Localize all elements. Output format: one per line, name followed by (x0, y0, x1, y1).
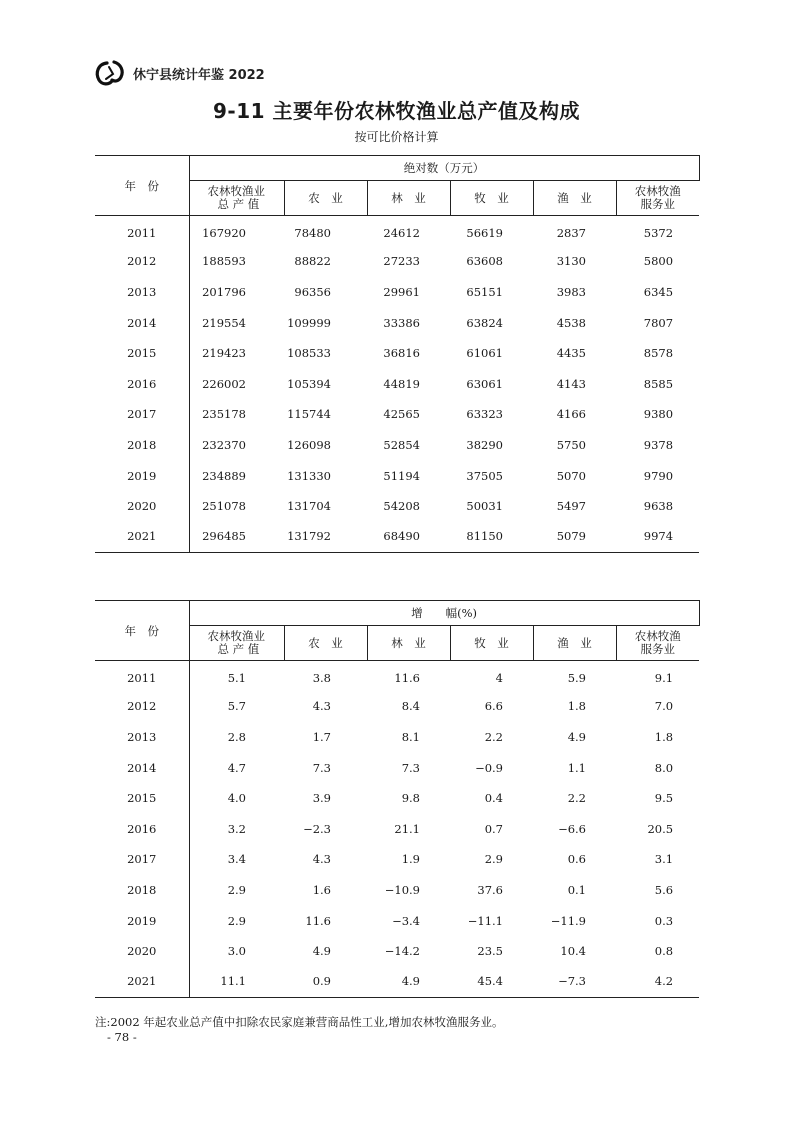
table-row (95, 783, 699, 814)
year-header: 年 份 (95, 156, 189, 216)
agriculture-cell: 4.3 (312, 699, 331, 714)
forestry-cell: 21.1 (394, 821, 420, 836)
agriculture-cell: −2.3 (303, 821, 331, 836)
forestry-cell: 8.1 (401, 729, 420, 744)
agriculture-cell: 4.9 (312, 944, 331, 959)
total-output-header: 农林牧渔业 总 产 值 (189, 626, 284, 661)
forestry-cell: 7.3 (401, 760, 420, 775)
table-row (95, 521, 699, 552)
animal-husbandry-header: 牧 业 (450, 181, 533, 216)
agriculture-cell: 131330 (287, 468, 331, 483)
fishery-cell: 2.2 (567, 791, 586, 806)
fishery-cell: 5070 (556, 468, 586, 483)
fishery-cell: 0.1 (567, 882, 586, 897)
agriculture-cell: 4.3 (312, 852, 331, 867)
total-output-cell: 2.9 (227, 882, 246, 897)
table-row (95, 430, 699, 461)
agriculture-cell: 105394 (287, 376, 331, 391)
table-row (95, 661, 699, 692)
total-output-cell: 226002 (202, 376, 246, 391)
total-output-cell: 4.0 (227, 791, 246, 806)
page-number: - 78 - (107, 1030, 137, 1044)
animal-husbandry-cell: 0.4 (484, 791, 503, 806)
fishery-cell: 0.6 (567, 852, 586, 867)
animal-husbandry-cell: 37505 (466, 468, 503, 483)
table-row (95, 368, 699, 399)
fishery-cell: −7.3 (533, 966, 616, 997)
year-cell: 2011 (95, 216, 189, 247)
table-row (95, 399, 699, 430)
table-row (95, 875, 699, 906)
fishery-cell: 10.4 (560, 944, 586, 959)
service-cell: 9.1 (654, 671, 674, 686)
table-row (95, 246, 699, 277)
year-header: 年 份 (95, 601, 189, 661)
forestry-cell: 1.9 (401, 852, 420, 867)
total-output-cell: 251078 (202, 499, 246, 514)
forestry-cell: 33386 (383, 315, 420, 330)
year-cell: 2020 (95, 936, 189, 967)
fishery-cell: 4.9 (567, 729, 586, 744)
total-output-cell: 3.0 (227, 944, 246, 959)
agriculture-cell: 7.3 (312, 760, 331, 775)
service-cell: 9974 (616, 521, 699, 552)
forestry-cell: 68490 (367, 521, 450, 552)
absolute-span-header: 绝对数（万元） (189, 156, 699, 181)
animal-husbandry-cell: 63323 (466, 407, 503, 422)
yearbook-title: 休宁县统计年鉴 2022 (133, 67, 265, 83)
agriculture-cell: 126098 (287, 437, 331, 452)
animal-husbandry-cell: 63824 (466, 315, 503, 330)
total-output-cell: 232370 (202, 437, 246, 452)
table-row (95, 277, 699, 308)
table-row (95, 491, 699, 522)
service-cell: 8578 (643, 346, 674, 361)
fishery-cell: 2837 (556, 226, 586, 241)
animal-husbandry-cell: 81150 (450, 521, 533, 552)
forestry-header: 林 业 (367, 626, 450, 661)
year-cell: 2012 (95, 246, 189, 277)
fishery-cell: 3983 (556, 284, 586, 299)
animal-husbandry-cell: 56619 (466, 226, 503, 241)
agriculture-cell: 88822 (294, 254, 331, 269)
year-cell: 2017 (95, 399, 189, 430)
year-cell: 2016 (95, 813, 189, 844)
year-cell: 2021 (95, 521, 189, 552)
service-cell: 0.3 (654, 913, 674, 928)
forestry-cell: 24612 (383, 226, 420, 241)
service-cell: 9378 (643, 437, 674, 452)
year-cell: 2018 (95, 430, 189, 461)
animal-husbandry-cell: 6.6 (484, 699, 503, 714)
total-output-cell: 2.8 (227, 729, 246, 744)
service-cell: 6345 (643, 284, 674, 299)
forestry-cell: −3.4 (392, 913, 420, 928)
year-cell: 2012 (95, 691, 189, 722)
agriculture-cell: 3.8 (312, 671, 331, 686)
fishery-cell: 4435 (556, 346, 586, 361)
fishery-cell: 1.8 (567, 699, 586, 714)
growth-span-header: 增 幅(%) (189, 601, 699, 626)
total-output-cell: 296485 (189, 521, 284, 552)
total-output-cell: 3.2 (227, 821, 246, 836)
animal-husbandry-cell: 38290 (466, 437, 503, 452)
table-row (95, 691, 699, 722)
year-cell: 2011 (95, 661, 189, 692)
table-row (95, 813, 699, 844)
total-output-cell: 235178 (202, 407, 246, 422)
year-cell: 2015 (95, 338, 189, 369)
agriculture-cell: 0.9 (284, 966, 367, 997)
forestry-cell: 11.6 (394, 671, 420, 686)
service-cell: 20.5 (647, 821, 674, 836)
total-output-cell: 5.1 (227, 671, 246, 686)
table-row (95, 936, 699, 967)
fishery-cell: 5497 (556, 499, 586, 514)
forestry-cell: 36816 (383, 346, 420, 361)
service-cell: 9638 (643, 499, 674, 514)
animal-husbandry-cell: 50031 (466, 499, 503, 514)
year-cell: 2020 (95, 491, 189, 522)
service-header: 农林牧渔 服务业 (616, 626, 699, 661)
fishery-cell: 3130 (556, 254, 586, 269)
page-title: 9-11 主要年份农林牧渔业总产值及构成 (212, 99, 580, 123)
service-cell: 1.8 (654, 729, 674, 744)
service-cell: 7.0 (654, 699, 674, 714)
animal-husbandry-cell: 23.5 (477, 944, 503, 959)
table-row (95, 966, 699, 997)
year-cell: 2014 (95, 752, 189, 783)
forestry-cell: 8.4 (401, 699, 420, 714)
page-subtitle: 按可比价格计算 (354, 130, 439, 144)
forestry-header: 林 业 (367, 181, 450, 216)
total-output-cell: 4.7 (227, 760, 246, 775)
forestry-cell: 51194 (383, 468, 420, 483)
agriculture-header: 农 业 (284, 181, 367, 216)
animal-husbandry-cell: 4 (495, 671, 503, 686)
forestry-cell: 44819 (383, 376, 420, 391)
fishery-header: 渔 业 (533, 626, 616, 661)
service-cell: 8585 (643, 376, 674, 391)
forestry-cell: 4.9 (367, 966, 450, 997)
total-output-cell: 3.4 (227, 852, 246, 867)
fishery-cell: 4166 (556, 407, 586, 422)
total-output-cell: 219423 (202, 346, 246, 361)
year-cell: 2019 (95, 905, 189, 936)
agriculture-cell: 3.9 (312, 791, 331, 806)
service-cell: 7807 (643, 315, 674, 330)
year-cell: 2018 (95, 875, 189, 906)
table-row (95, 752, 699, 783)
animal-husbandry-cell: −11.1 (467, 913, 503, 928)
year-cell: 2017 (95, 844, 189, 875)
animal-husbandry-cell: 61061 (466, 346, 503, 361)
animal-husbandry-cell: 2.9 (484, 852, 503, 867)
service-header: 农林牧渔 服务业 (616, 181, 699, 216)
agriculture-header: 农 业 (284, 626, 367, 661)
absolute-value-table (95, 155, 700, 553)
forestry-cell: 52854 (383, 437, 420, 452)
footnote: 注:2002 年起农业总产值中扣除农民家庭兼营商品性工业,增加农林牧渔服务业。 (95, 1015, 504, 1029)
forestry-cell: 27233 (383, 254, 420, 269)
animal-husbandry-cell: 0.7 (484, 821, 503, 836)
animal-husbandry-cell: 63061 (466, 376, 503, 391)
animal-husbandry-header: 牧 业 (450, 626, 533, 661)
animal-husbandry-cell: 63608 (466, 254, 503, 269)
service-cell: 9790 (643, 468, 674, 483)
table-row (95, 905, 699, 936)
service-cell: 9.5 (654, 791, 674, 806)
forestry-cell: 29961 (383, 284, 420, 299)
year-cell: 2019 (95, 460, 189, 491)
agriculture-cell: 109999 (287, 315, 331, 330)
fishery-cell: 1.1 (567, 760, 586, 775)
animal-husbandry-cell: 65151 (466, 284, 503, 299)
fishery-cell: 5.9 (567, 671, 586, 686)
animal-husbandry-cell: 45.4 (450, 966, 533, 997)
forestry-cell: −10.9 (384, 882, 420, 897)
total-output-cell: 201796 (202, 284, 246, 299)
fishery-cell: 4538 (556, 315, 586, 330)
service-cell: 0.8 (654, 944, 674, 959)
service-cell: 3.1 (654, 852, 674, 867)
table-row (95, 338, 699, 369)
agriculture-cell: 96356 (294, 284, 331, 299)
service-cell: 5372 (643, 226, 674, 241)
page-header (93, 58, 265, 88)
service-cell: 9380 (643, 407, 674, 422)
agriculture-cell: 115744 (287, 407, 331, 422)
yearbook-logo-icon (93, 59, 127, 87)
service-cell: 5800 (643, 254, 674, 269)
fishery-cell: 4143 (556, 376, 586, 391)
fishery-cell: −11.9 (550, 913, 586, 928)
year-cell: 2013 (95, 722, 189, 753)
table-row (95, 460, 699, 491)
fishery-header: 渔 业 (533, 181, 616, 216)
fishery-cell: 5079 (533, 521, 616, 552)
total-output-cell: 234889 (202, 468, 246, 483)
agriculture-cell: 1.7 (312, 729, 331, 744)
agriculture-cell: 131792 (284, 521, 367, 552)
fishery-cell: −6.6 (558, 821, 586, 836)
forestry-cell: 42565 (383, 407, 420, 422)
service-cell: 4.2 (616, 966, 699, 997)
service-cell: 5.6 (654, 882, 674, 897)
total-output-header: 农林牧渔业 总 产 值 (189, 181, 284, 216)
animal-husbandry-cell: 2.2 (484, 729, 503, 744)
total-output-cell: 188593 (202, 254, 246, 269)
agriculture-cell: 131704 (287, 499, 331, 514)
total-output-cell: 167920 (202, 226, 246, 241)
agriculture-cell: 108533 (287, 346, 331, 361)
forestry-cell: 54208 (383, 499, 420, 514)
total-output-cell: 11.1 (189, 966, 284, 997)
total-output-cell: 219554 (202, 315, 246, 330)
forestry-cell: −14.2 (384, 944, 420, 959)
fishery-cell: 5750 (556, 437, 586, 452)
service-cell: 8.0 (654, 760, 674, 775)
total-output-cell: 2.9 (227, 913, 246, 928)
total-output-cell: 5.7 (227, 699, 246, 714)
agriculture-cell: 11.6 (305, 913, 331, 928)
agriculture-cell: 1.6 (312, 882, 331, 897)
table-row (95, 216, 699, 247)
table-row (95, 844, 699, 875)
year-cell: 2021 (95, 966, 189, 997)
table-row (95, 722, 699, 753)
year-cell: 2013 (95, 277, 189, 308)
forestry-cell: 9.8 (401, 791, 420, 806)
year-cell: 2016 (95, 368, 189, 399)
agriculture-cell: 78480 (294, 226, 331, 241)
table-row (95, 307, 699, 338)
year-cell: 2014 (95, 307, 189, 338)
animal-husbandry-cell: 37.6 (477, 882, 503, 897)
animal-husbandry-cell: −0.9 (475, 760, 503, 775)
year-cell: 2015 (95, 783, 189, 814)
growth-rate-table (95, 600, 700, 998)
